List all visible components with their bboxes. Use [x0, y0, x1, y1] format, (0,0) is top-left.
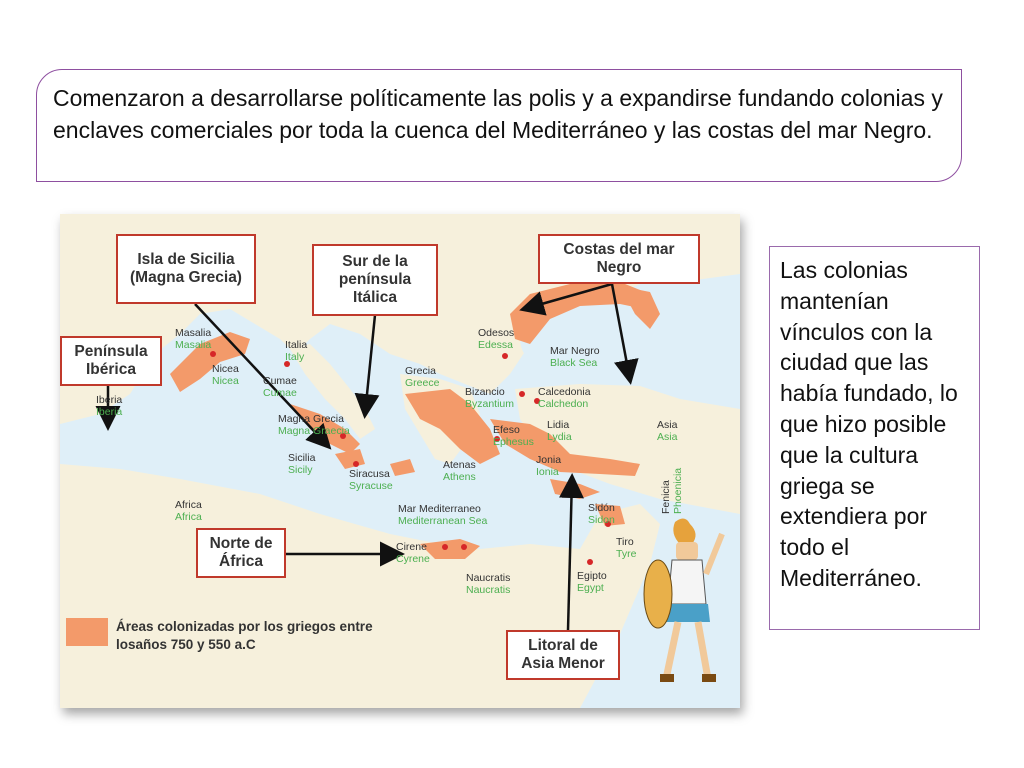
- callout-iberica: Península Ibérica: [60, 336, 162, 386]
- place-label: Asia Asia: [657, 419, 678, 443]
- callout-africa: Norte de África: [196, 528, 286, 578]
- place-label: Bizancio Byzantium: [465, 386, 515, 410]
- place-label: Magna Grecia Magna Graecia: [278, 413, 350, 437]
- callout-sicilia: Isla de Sicilia (Magna Grecia): [116, 234, 256, 304]
- place-label: Naucratis Naucratis: [466, 572, 511, 596]
- place-label: Egipto Egypt: [577, 570, 607, 594]
- place-label: Africa Africa: [175, 499, 202, 523]
- place-label: Cirene Cyrene: [396, 541, 430, 565]
- side-text: Las colonias mantenían vínculos con la ciudad que las había fundado, lo que hizo posible que la cultura griega se extendiera por todo el Mediterráneo.: [780, 257, 958, 591]
- callout-italica: Sur de la península Itálica: [312, 244, 438, 316]
- place-label: Fenicia Phoenicia: [660, 467, 684, 514]
- place-label: Atenas Athens: [443, 459, 476, 483]
- place-label: Tiro Tyre: [616, 536, 637, 560]
- legend-swatch: [66, 618, 108, 646]
- place-label: Grecia Greece: [405, 365, 440, 389]
- place-label: Iberia Iberia: [96, 394, 123, 418]
- place-label: Sidón Sidon: [588, 502, 615, 526]
- callout-mar-negro: Costas del mar Negro: [538, 234, 700, 284]
- intro-text-box: [36, 69, 962, 182]
- place-label: Lidia Lydia: [547, 419, 572, 443]
- place-label: Calcedonia Calchedon: [538, 386, 591, 410]
- place-label: Mar Negro Black Sea: [550, 345, 600, 369]
- place-label: Masalia Masalia: [175, 327, 212, 351]
- place-label: Siracusa Syracuse: [349, 468, 393, 492]
- place-label: Mar Mediterraneo Mediterranean Sea: [398, 503, 488, 527]
- callout-asia-menor: Litoral de Asia Menor: [506, 630, 620, 680]
- greek-warrior-figure: [630, 514, 740, 704]
- place-label: Cumae Cumae: [263, 375, 297, 399]
- place-label: Sicilia Sicily: [288, 452, 316, 476]
- place-label: Efeso Ephesus: [493, 424, 534, 448]
- place-label: Nicea Nicea: [212, 363, 239, 387]
- intro-text: Comenzaron a desarrollarse políticamente las polis y a expandirse fundando colonias y enclaves comerciales por toda la cuenca del Mediterráneo y las costas del mar Negro.: [53, 85, 943, 143]
- place-label: Jonia Ionia: [536, 454, 562, 478]
- place-label: Odesos Edessa: [478, 327, 515, 351]
- place-label: Italia Italy: [285, 339, 308, 363]
- side-text-box: [769, 246, 980, 630]
- legend-text: Áreas colonizadas por los griegos entre losaños 750 y 550 a.C: [116, 619, 373, 652]
